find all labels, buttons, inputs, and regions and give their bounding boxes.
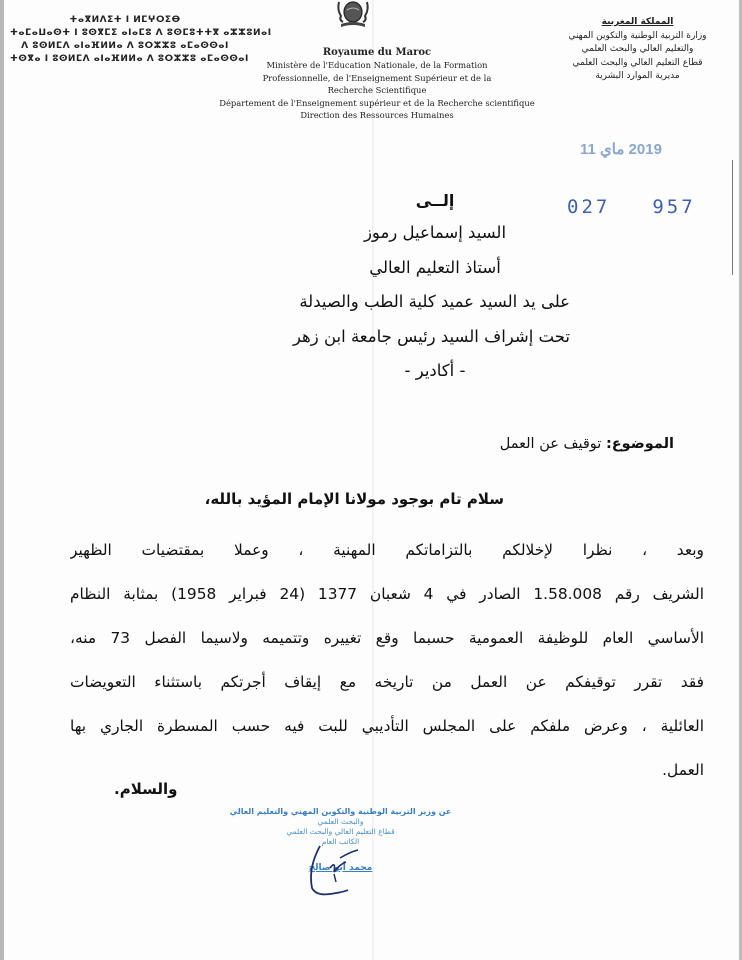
ministry-line: Ministère de l'Education Nationale, de la Formation (266, 60, 488, 70)
body-line: وبعد ، نظرا لإخلالكم بالتزاماتكم المهنية ، وعملا بمقتضيات الظهير (70, 541, 704, 559)
addressee-city: - أكادير - (404, 361, 466, 380)
reference-number-right: 957 (652, 196, 696, 218)
body-line: الأساسي العام للوظيفة العمومية حسبما وقع تغييره وتتميمه ولاسيما الفصل 73 منه، (70, 629, 704, 647)
reference-number-left: 027 (567, 196, 611, 218)
handwritten-signature-icon (300, 838, 370, 898)
direction-line-ar: مديرية الموارد البشرية (595, 71, 680, 81)
addressee-supervision: تحت إشراف السيد رئيس جامعة ابن زهر (292, 326, 570, 346)
tifinagh-line: ⵜⴰⵎⴰⵡⴰⵙⵜ ⵏ ⵓⵙⴳⵎⵉ ⴰⵏⴰⵎⵓ ⴷ ⵓⵙⵎⵓⵜⵜⴳ ⴰⵣⵣⵓⵍⴰⵏ (10, 28, 272, 38)
signature-stamp-line: قطاع التعليم العالي والبحث العلمي (286, 827, 395, 836)
body-line: العمل. (662, 761, 704, 779)
scan-edge-left (0, 0, 4, 960)
sector-line-ar: قطاع التعليم العالي والبحث العلمي (572, 57, 703, 68)
tifinagh-line: ⴷ ⵓⵙⵍⵎⴷ ⴰⵏⴰⴼⵍⵍⴰ ⴷ ⵓⵔⵣⵣⵓ ⴰⵎⴰⵙⵙⴰⵏ (21, 41, 229, 51)
date-stamp: 2019 ماي 11 (580, 141, 662, 158)
reference-number-stamp (567, 196, 696, 218)
tifinagh-line: ⵜⴰⴳⵍⴷⵉⵜ ⵏ ⵍⵎⵖⵔⵉⴱ (69, 15, 181, 25)
ministry-line: Professionnelle, de l'Enseignement Supérieur et de la (262, 72, 492, 83)
greeting: سلام تام بوجود مولانا الإمام المؤيد بالله، (204, 490, 504, 508)
body-line: فقد تقرر توقيفكم عن العمل من تاريخه مع إيقاف أجرتكم باستثناء التعويضات (70, 673, 704, 691)
addressee-via: على يد السيد عميد كلية الطب والصيدلة (299, 292, 570, 311)
body-line: الشريف رقم 1.58.008 الصادر في 4 شعبان 1377 (24 فبراير 1958) بمثابة النظام (70, 585, 704, 603)
french-header (212, 46, 542, 122)
ministry-line-ar: والتعليم العالي والبحث العلمي (581, 44, 694, 54)
department-line: Département de l'Enseignement supérieur et de la Recherche scientifique (219, 97, 535, 108)
addressee-block (292, 186, 570, 389)
ministry-line: Recherche Scientifique (327, 85, 427, 95)
signature-stamp-line: والبحث العلمي (317, 817, 364, 826)
margin-line (732, 160, 733, 275)
tifinagh-header (10, 14, 272, 66)
signature-stamp-line: الكاتب العام (321, 837, 360, 846)
addressee-to: إلــى (415, 191, 455, 210)
subject-text: توقيف عن العمل (499, 436, 602, 452)
arabic-header (540, 16, 735, 84)
body-line: العائلية ، وعرض ملفكم على المجلس التأديبي للبت فيه حسب المسطرة الجاري بها (70, 717, 704, 735)
kingdom-name-ar: المملكة المغربية (601, 17, 674, 27)
tifinagh-line: ⵜⵙⴳⴰ ⵏ ⵓⵙⵍⵎⴷ ⴰⵏⴰⴼⵍⵍⴰ ⴷ ⵓⵔⵣⵣⵓ ⴰⵎⴰⵙⵙⴰⵏ (10, 54, 249, 64)
coat-of-arms-icon (335, 0, 371, 28)
closing: والسلام. (114, 780, 178, 798)
addressee-name: السيد إسماعيل رموز (363, 223, 507, 242)
kingdom-name-fr: Royaume du Maroc (322, 47, 432, 58)
addressee-title: أستاذ التعليم العالي (369, 257, 501, 277)
direction-line: Direction des Ressources Humaines (300, 110, 454, 120)
subject-label: الموضوع: (605, 436, 674, 452)
ministry-line-ar: وزارة التربية الوطنية والتكوين المهني (568, 30, 707, 41)
subject-line (500, 436, 674, 452)
signature-stamp-line: عن وزير التربية الوطنية والتكوين المهني والتعليم العالي (229, 807, 452, 816)
letter-body (70, 528, 704, 792)
signatory-name: محمد أبو صالح (308, 863, 373, 873)
